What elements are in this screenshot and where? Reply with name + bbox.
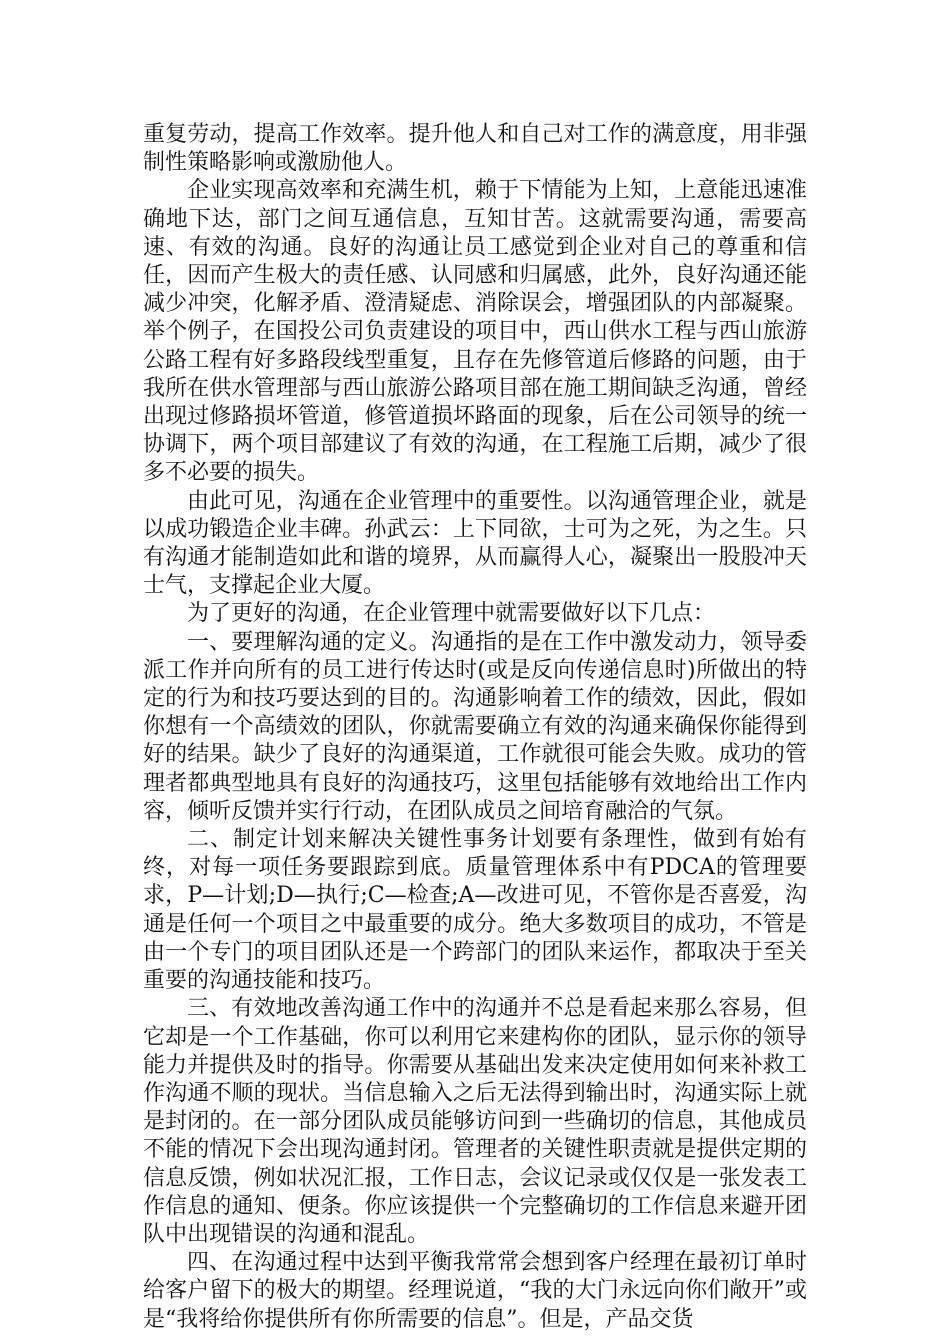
paragraph-conclusion: 由此可见，沟通在企业管理中的重要性。以沟通管理企业，就是以成功锻造企业丰碑。孙武云：上下同欲，士可为之死，为之生。只有沟通才能制造如此和谐的境界，从而赢得人心，凝聚出一股股冲天士气，支撑起企业大厦。 (143, 488, 807, 599)
paragraph-intro-points: 为了更好的沟通，在企业管理中就需要做好以下几点： (187, 601, 716, 627)
paragraph-point-one: 一、要理解沟通的定义。沟通指的是在工作中激发动力，领导委派工作并向所有的员工进行传达时(或是反向传递信息时)所做出的特定的行为和技巧要达到的目的。沟通影响着工作的绩效，因此，假如你想有一个高绩效的团队，你就需要确立有效的沟通来确保你能得到好的结果。缺少了良好的沟通渠道，工作就很可能会失败。成功的管理者都典型地具有良好的沟通技巧，这里包括能够有效地给出工作内容，倾听反馈并实行行动，在团队成员之间培育融洽的气氛。 (143, 629, 807, 824)
document-body (143, 121, 807, 1334)
paragraph-point-two: 二、制定计划来解决关键性事务计划要有条理性，做到有始有终，对每一项任务要跟踪到底。质量管理体系中有PDCA的管理要求，P—计划;D—执行;C—检查;A—改进可见，不管你是否喜爱，沟通是任何一个项目之中最重要的成分。绝大多数项目的成功，不管是由一个专门的项目团队还是一个跨部门的团队来运作，都取决于至关重要的沟通技能和技巧。 (143, 827, 807, 994)
paragraph-continued: 重复劳动，提高工作效率。提升他人和自己对工作的满意度，用非强制性策略影响或激励他人。 (143, 122, 807, 176)
paragraph-point-four: 四、在沟通过程中达到平衡我常常会想到客户经理在最初订单时给客户留下的极大的期望。经理说道，“我的大门永远向你们敞开”或是“我将给你提供所有你所需要的信息”。但是，产品交货 (143, 1250, 807, 1332)
paragraph-communication-importance: 企业实现高效率和充满生机，赖于下情能为上知，上意能迅速准确地下达，部门之间互通信息，互知甘苦。这就需要沟通，需要高速、有效的沟通。良好的沟通让员工感觉到企业对自己的尊重和信任，因而产生极大的责任感、认同感和归属感，此外，良好沟通还能减少冲突，化解矛盾、澄清疑虑、消除误会，增强团队的内部凝聚。举个例子，在国投公司负责建设的项目中，西山供水工程与西山旅游公路工程有好多路段线型重复，且存在先修管道后修路的问题，由于我所在供水管理部与西山旅游公路项目部在施工期间缺乏沟通，曾经出现过修路损坏管道，修管道损坏路面的现象，后在公司领导的统一协调下，两个项目部建议了有效的沟通，在工程施工后期，减少了很多不必要的损失。 (143, 178, 807, 486)
paragraph-point-three: 三、有效地改善沟通工作中的沟通并不总是看起来那么容易，但它却是一个工作基础，你可以利用它来建构你的团队，显示你的领导能力并提供及时的指导。你需要从基础出发来决定使用如何来补救工作沟通不顺的现状。当信息输入之后无法得到输出时，沟通实际上就是封闭的。在一部分团队成员能够访问到一些确切的信息，其他成员不能的情况下会出现沟通封闭。管理者的关键性职责就是提供定期的信息反馈，例如状况汇报，工作日志，会议记录或仅仅是一张发表工作信息的通知、便条。你应该提供一个完整确切的工作信息来避开团队中出现错误的沟通和混乱。 (143, 996, 807, 1247)
